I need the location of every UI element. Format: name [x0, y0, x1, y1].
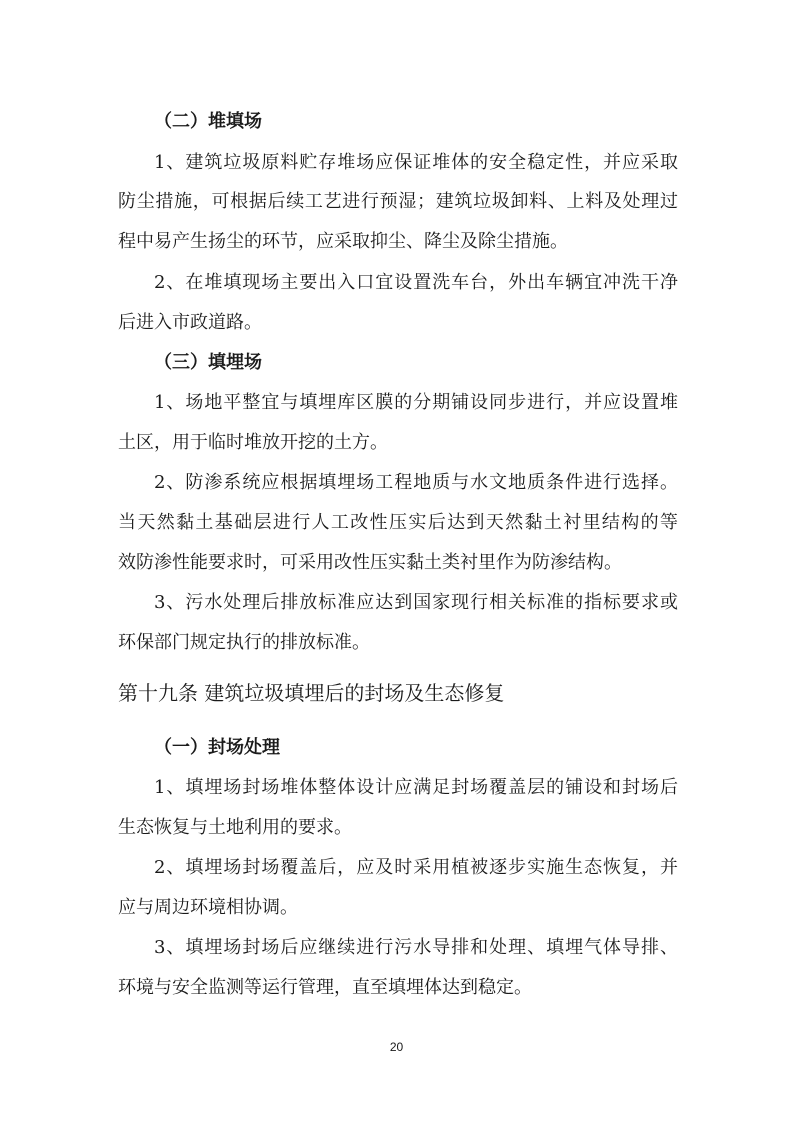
article-title: 第十九条 建筑垃圾填埋后的封场及生态修复 — [118, 681, 505, 705]
paragraph-line: 当天然黏土基础层进行人工改性压实后达到天然黏土衬里结构的等 — [118, 512, 678, 533]
paragraph-line: 环保部门规定执行的排放标准。 — [118, 632, 370, 653]
paragraph-line: 2、填埋场封场覆盖后，应及时采用植被逐步实施生态恢复，并 — [154, 857, 678, 878]
paragraph-line: 1、建筑垃圾原料贮存堆场应保证堆体的安全稳定性，并应采取 — [154, 152, 678, 173]
paragraph-line: 效防渗性能要求时，可采用改性压实黏土类衬里作为防渗结构。 — [118, 552, 622, 573]
paragraph-line: 生态恢复与土地利用的要求。 — [118, 817, 352, 838]
section-heading-stockpile: （二）堆填场 — [154, 111, 262, 132]
section-heading-closure: （一）封场处理 — [154, 737, 280, 758]
paragraph-line: 防尘措施，可根据后续工艺进行预湿；建筑垃圾卸料、上料及处理过 — [118, 191, 678, 212]
paragraph-line: 应与周边环境相协调。 — [118, 897, 298, 918]
section-heading-landfill: （三）填埋场 — [154, 352, 262, 373]
paragraph-line: 环境与安全监测等运行管理，直至填埋体达到稳定。 — [118, 977, 532, 998]
paragraph-line: 程中易产生扬尘的环节，应采取抑尘、降尘及除尘措施。 — [118, 231, 568, 252]
paragraph-line: 3、填埋场封场后应继续进行污水导排和处理、填埋气体导排、 — [154, 937, 678, 958]
paragraph-line: 1、场地平整宜与填埋库区膜的分期铺设同步进行，并应设置堆 — [154, 392, 678, 413]
paragraph-line: 2、防渗系统应根据填埋场工程地质与水文地质条件进行选择。 — [154, 472, 678, 493]
paragraph-line: 土区，用于临时堆放开挖的土方。 — [118, 432, 388, 453]
paragraph-line: 3、污水处理后排放标准应达到国家现行相关标准的指标要求或 — [154, 592, 678, 613]
paragraph-line: 2、在堆填现场主要出入口宜设置洗车台，外出车辆宜冲洗干净 — [154, 272, 678, 293]
page-number: 20 — [389, 1040, 404, 1054]
paragraph-line: 后进入市政道路。 — [118, 312, 262, 333]
paragraph-line: 1、填埋场封场堆体整体设计应满足封场覆盖层的铺设和封场后 — [154, 777, 678, 798]
